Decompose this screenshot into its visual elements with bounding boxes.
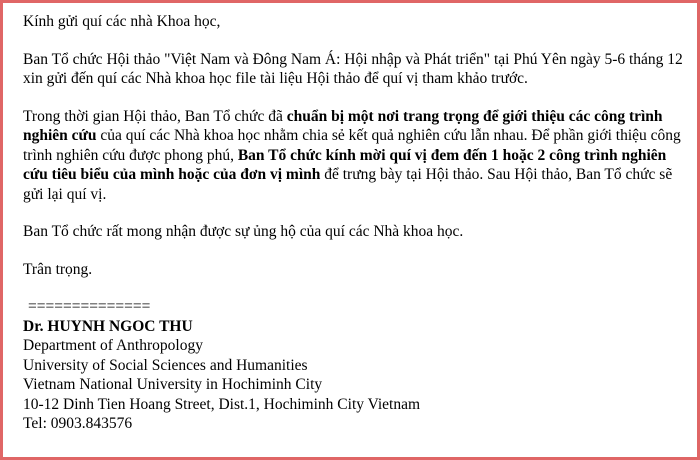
exhibition-text-3: để trưng bày tại Hội thảo. Sau Hội thảo, Ban Tổ chức sẽ gửi lại quí vị. [23, 166, 673, 203]
intro-paragraph: Ban Tổ chức Hội thảo "Việt Nam và Đông Nam Á: Hội nhập và Phát triển" tại Phú Yên ngày 5-6 tháng 12 xin gửi đến quí các Nhà khoa học file tài liệu Hội thảo để quí vị tham khảo trước. [23, 50, 683, 87]
closing: Trân trọng. [23, 260, 93, 278]
signature-block [23, 297, 683, 434]
support-paragraph: Ban Tổ chức rất mong nhận được sự ủng hộ của quí các Nhà khoa học. [23, 223, 464, 240]
signature-national-university: Vietnam National University in Hochiminh City [23, 376, 323, 393]
exhibition-text-1: Trong thời gian Hội thảo, Ban Tổ chức đã [23, 107, 287, 125]
signature-divider: ============== [28, 298, 151, 315]
signature-name-text: Dr. HUYNH NGOC THU [23, 317, 193, 335]
exhibition-paragraph [23, 107, 683, 205]
exhibition-bold-1: chuẩn bị một nơi trang trọng để giới thiệu các công trình nghiên cứu [23, 107, 663, 144]
signature-name [23, 317, 683, 337]
signature-phone: Tel: 0903.843576 [23, 415, 133, 432]
signature-address: 10-12 Dinh Tien Hoang Street, Dist.1, Hochiminh City Vietnam [23, 395, 421, 413]
signature-department: Department of Anthropology [23, 337, 203, 354]
exhibition-text-2: của quí các Nhà khoa học nhằm chia sẻ kết quả nghiên cứu lẫn nhau. Để phần giới thiệu công trình nghiên cứu được phong phú, [23, 127, 681, 164]
letter-body [23, 12, 683, 434]
exhibition-bold-2: Ban Tổ chức kính mời quí vị đem đến 1 hoặc 2 công trình nghiên cứu tiêu biểu của mình hoặc của đơn vị mình [23, 146, 667, 183]
greeting: Kính gửi quí các nhà Khoa học, [23, 13, 221, 30]
signature-university: University of Social Sciences and Humanities [23, 356, 308, 374]
